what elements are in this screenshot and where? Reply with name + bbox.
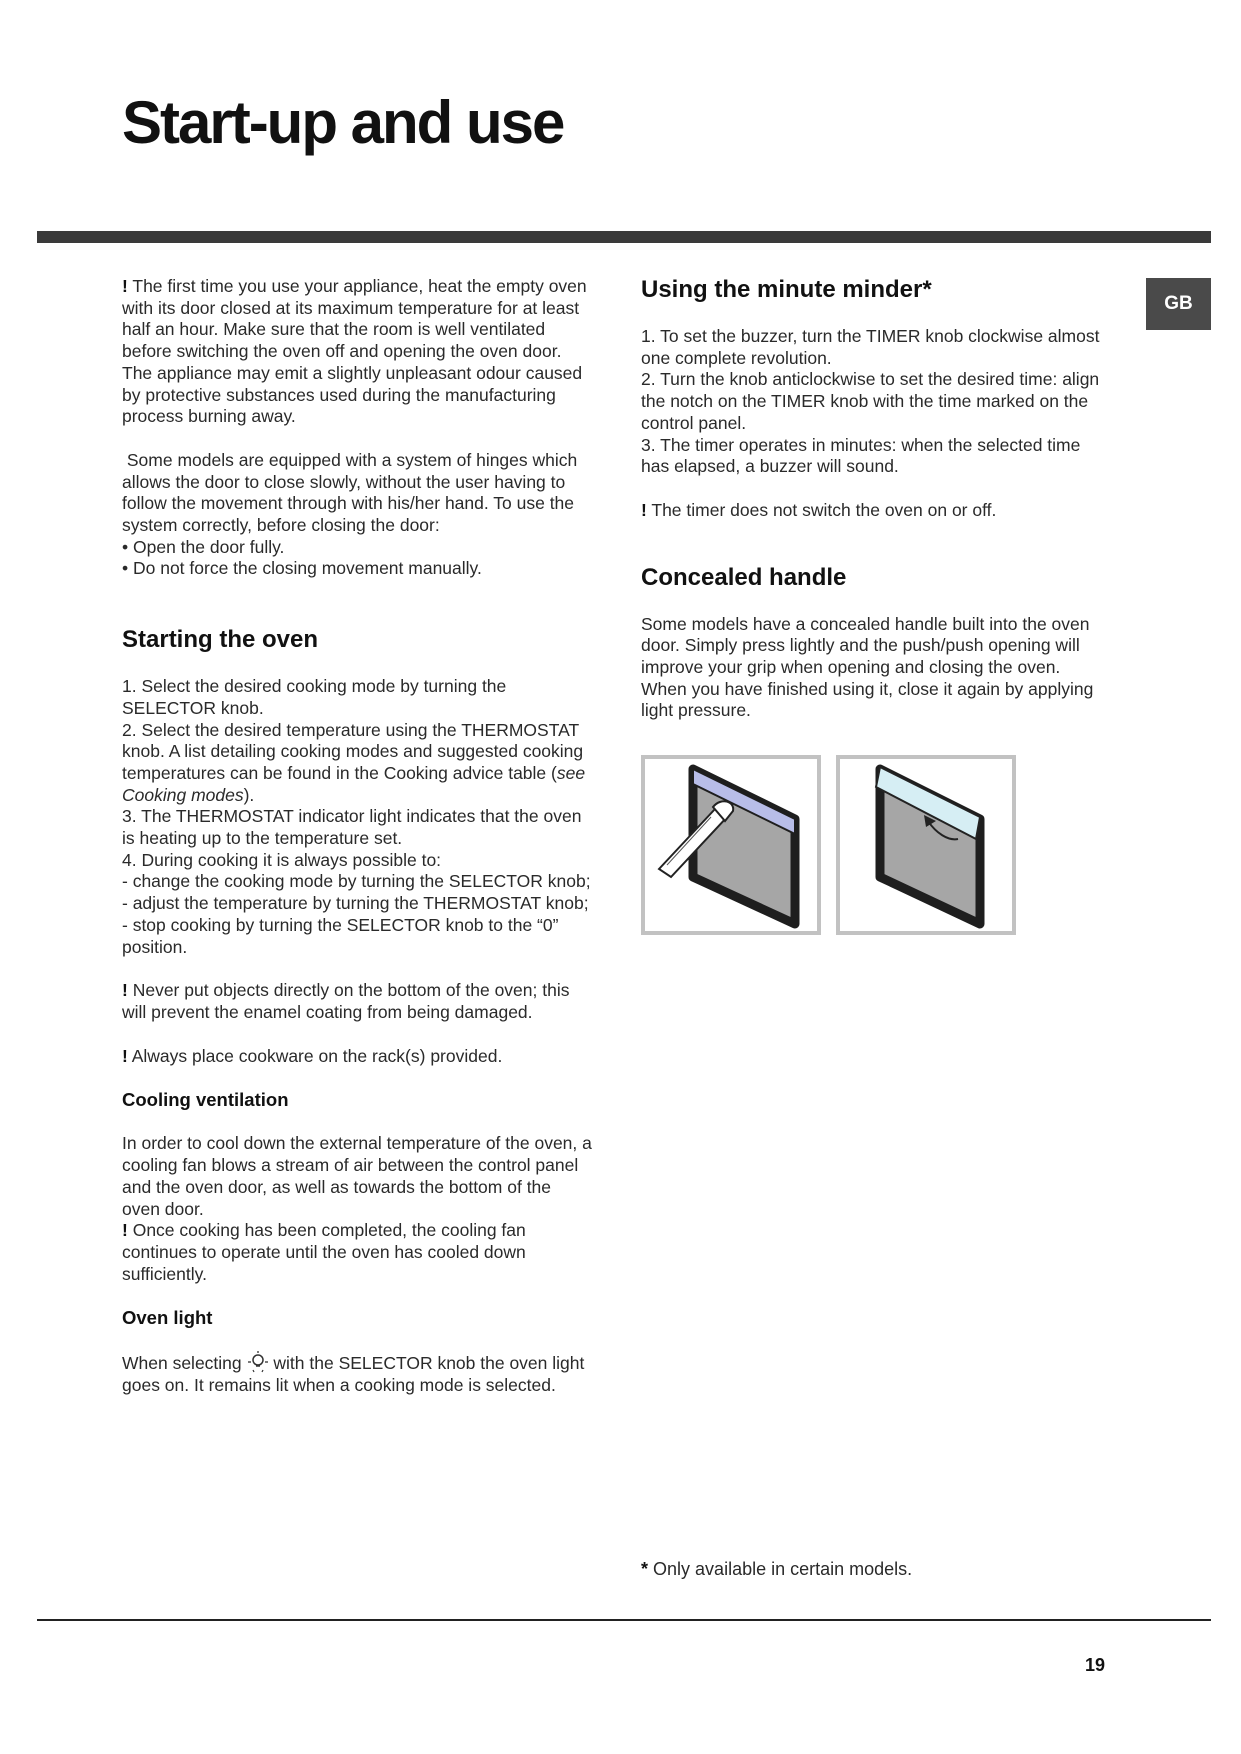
hinges-paragraph: Some models are equipped with a system of hinges which allows the door to close slowly, without the user having to follow the movement through with his/her hand. To use the system correctly, before closing the door: (122, 449, 578, 536)
figure-push-handle (641, 755, 821, 935)
header-divider (37, 231, 1211, 243)
subsection-title-cooling: Cooling ventilation (122, 1089, 289, 1111)
step-1: 1. Select the desired cooking mode by turning the SELECTOR knob. (122, 676, 507, 718)
right-column (641, 276, 1101, 935)
exclamation-icon: ! (641, 499, 647, 520)
exclamation-icon: ! (122, 1045, 128, 1066)
step-2: 2. Select the desired temperature using the THERMOSTAT knob. A list detailing cooking modes and suggested cooking temperatures can be found in the Cooking advice table (see Cooking modes). (122, 719, 586, 805)
warning-rack: ! Always place cookware on the rack(s) provided. (122, 1045, 503, 1066)
page-title: Start-up and use (122, 89, 564, 156)
step-4-option: - stop cooking by turning the SELECTOR knob to the “0” position. (122, 914, 559, 957)
figure-handle-open (836, 755, 1016, 935)
cooking-modes-reference: see Cooking modes (122, 762, 586, 805)
step-4: 4. During cooking it is always possible to: (122, 849, 442, 870)
section-title-starting-oven: Starting the oven (122, 626, 319, 654)
warning-oven-bottom: ! Never put objects directly on the bottom of the oven; this will prevent the enamel coating from being damaged. (122, 980, 570, 1022)
bullet-item: • Open the door fully. (122, 536, 285, 557)
exclamation-icon: ! (122, 276, 128, 296)
section-title-concealed-handle: Concealed handle (641, 563, 847, 591)
step-3: 3. The THERMOSTAT indicator light indicates that the oven is heating up to the temperature set. (122, 806, 582, 849)
oven-light-paragraph: When selecting with the SELECTOR knob the oven light goes on. It remains lit when a cooking mode is selected. (122, 1353, 585, 1396)
oven-door-handle-open-illustration (840, 759, 1012, 931)
section-title-minute-minder: Using the minute minder* (641, 276, 932, 303)
oven-door-push-illustration (645, 759, 817, 931)
footnote: * Only available in certain models. (641, 1559, 913, 1579)
bullet-item: • Do not force the closing movement manually. (122, 558, 482, 579)
minder-step-2: 2. Turn the knob anticlockwise to set the desired time: align the notch on the TIMER knob with the time marked on the control panel. (641, 369, 1100, 433)
cooling-warning: ! Once cooking has been completed, the cooling fan continues to operate until the oven has cooled down sufficiently. (122, 1220, 526, 1284)
intro-paragraph: ! The first time you use your appliance, heat the empty oven with its door closed at its maximum temperature for at least half an hour. Make sure that the room is well ventilated before switching the oven off and opening the oven door. The appliance may emit a slightly unpleasant odour caused by protective substances used during the manufacturing process burning away. (122, 276, 587, 427)
page-number: 19 (1085, 1655, 1106, 1675)
subsection-title-oven-light: Oven light (122, 1307, 213, 1329)
asterisk-icon: * (641, 1559, 649, 1579)
exclamation-icon: ! (122, 1220, 128, 1241)
light-bulb-icon (247, 1351, 269, 1373)
left-column (122, 276, 592, 1397)
step-4-option: - change the cooking mode by turning the SELECTOR knob; (122, 871, 591, 892)
exclamation-icon: ! (122, 980, 128, 1001)
handle-illustrations (641, 755, 1101, 935)
step-4-option: - adjust the temperature by turning the THERMOSTAT knob; (122, 893, 589, 914)
minder-step-1: 1. To set the buzzer, turn the TIMER knob clockwise almost one complete revolution. (641, 326, 1100, 368)
minder-step-3: 3. The timer operates in minutes: when the selected time has elapsed, a buzzer will sound. (641, 434, 1081, 477)
handle-paragraph: Some models have a concealed handle built into the oven door. Simply press lightly and the push/push opening will improve your grip when opening and closing the oven. When you have finished using it, close it again by applying light pressure. (641, 613, 1094, 721)
minder-warning: ! The timer does not switch the oven on or off. (641, 499, 997, 520)
footer-divider (37, 1619, 1211, 1621)
cooling-paragraph: In order to cool down the external temperature of the oven, a cooling fan blows a stream of air between the control panel and the oven door, as well as towards the bottom of the oven door. (122, 1133, 592, 1219)
language-tab: GB (1146, 278, 1211, 330)
